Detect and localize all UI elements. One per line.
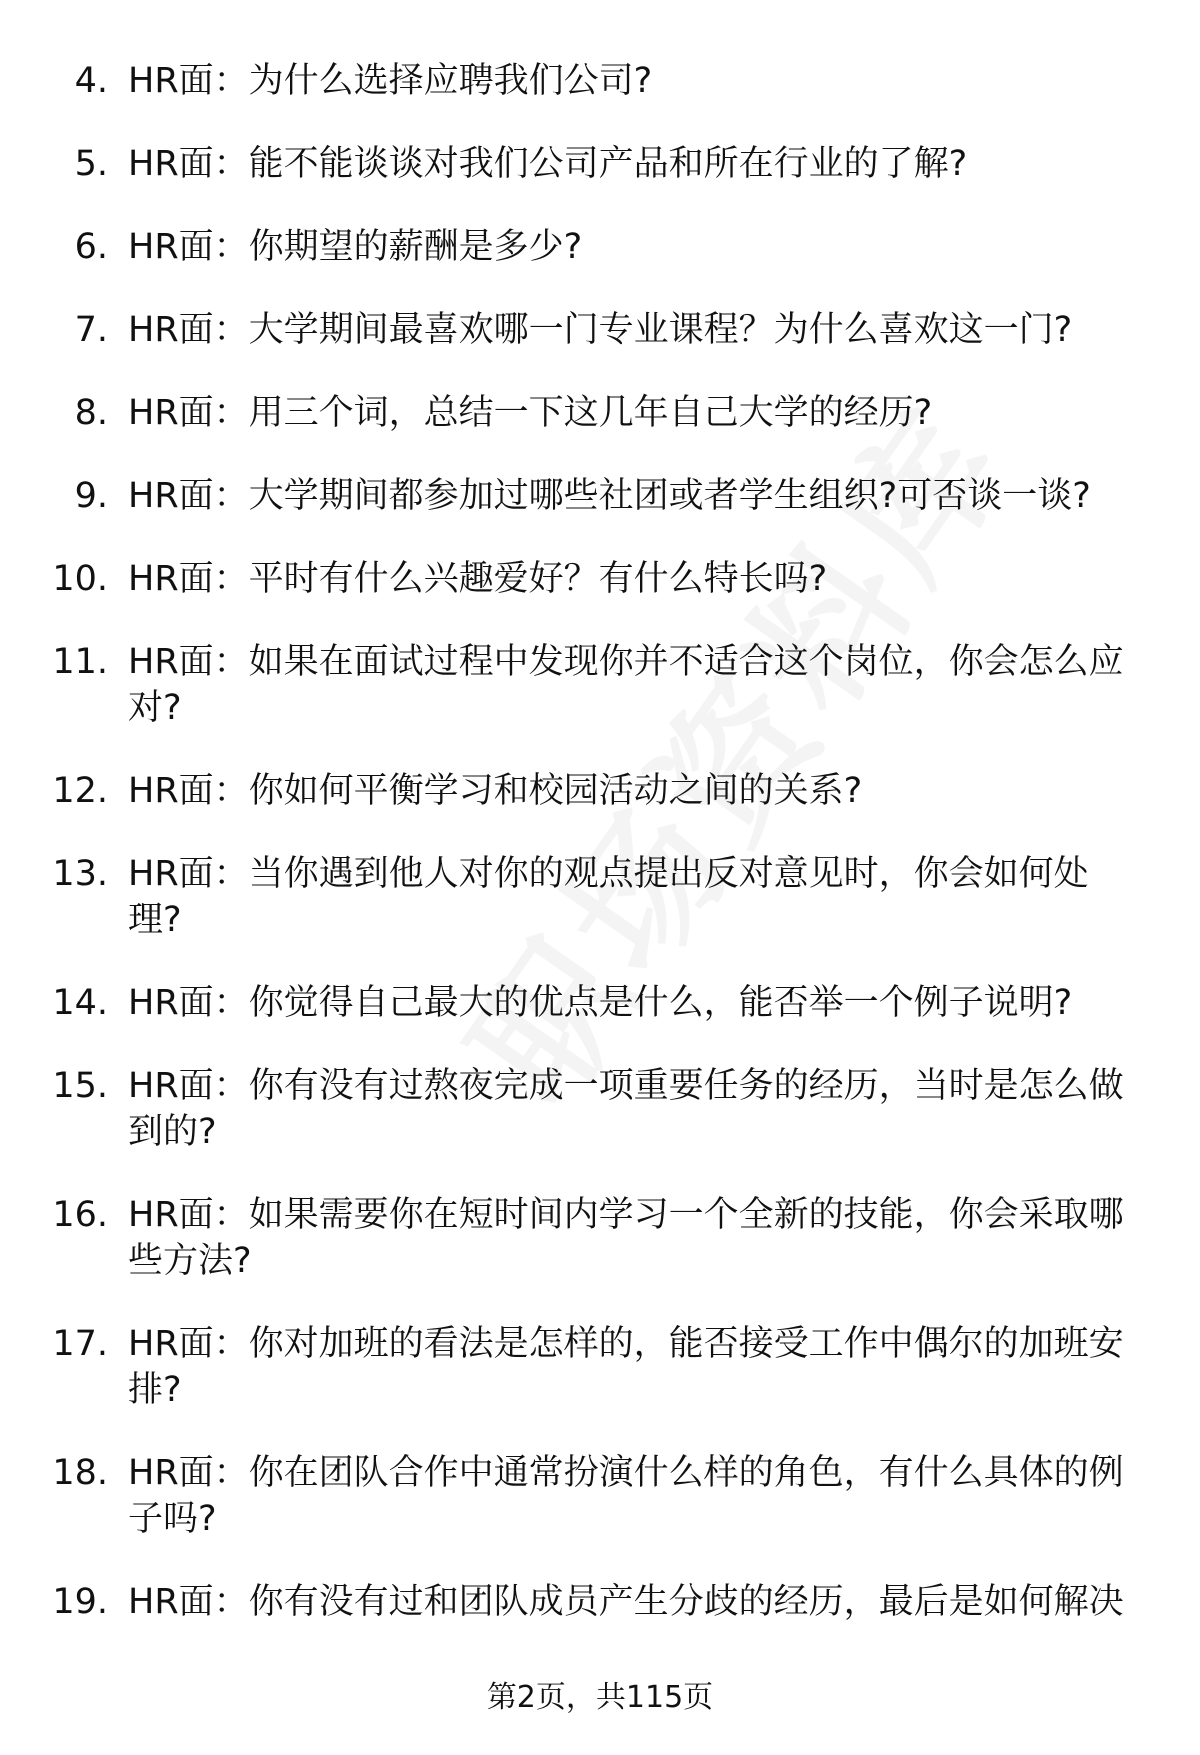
item-number: 8. xyxy=(74,393,108,433)
item-text: 能不能谈谈对我们公司产品和所在行业的了解? xyxy=(248,144,968,184)
item-number: 11. xyxy=(52,642,108,682)
item-text: 你觉得自己最大的优点是什么，能否举一个例子说明? xyxy=(248,983,1073,1023)
item-text: 你在团队合作中通常扮演什么样的角色，有什么具体的例子吗? xyxy=(128,1453,1124,1539)
item-number: 7. xyxy=(74,310,108,350)
item-number: 13. xyxy=(52,854,108,894)
item-text: 你对加班的看法是怎样的，能否接受工作中偶尔的加班安排? xyxy=(128,1324,1124,1410)
item-text: 大学期间都参加过哪些社团或者学生组织?可否谈一谈? xyxy=(248,476,1091,516)
item-number: 10. xyxy=(52,559,108,599)
item-body xyxy=(108,473,1133,519)
item-number: 5. xyxy=(74,144,108,184)
item-text: 如果需要你在短时间内学习一个全新的技能，你会采取哪些方法? xyxy=(128,1195,1124,1281)
item-text: 平时有什么兴趣爱好？有什么特长吗? xyxy=(248,559,828,599)
item-body xyxy=(108,980,1133,1026)
list-item xyxy=(0,1450,1200,1542)
item-number: 16. xyxy=(52,1195,108,1235)
item-body xyxy=(108,1192,1133,1284)
item-number: 14. xyxy=(52,983,108,1023)
item-body xyxy=(108,390,1133,436)
item-body xyxy=(108,224,1133,270)
item-number: 12. xyxy=(52,771,108,811)
item-prefix: HR面： xyxy=(128,1324,249,1364)
item-body xyxy=(108,556,1133,602)
item-text: 当你遇到他人对你的观点提出反对意见时，你会如何处理? xyxy=(128,854,1089,940)
list-item xyxy=(0,556,1200,602)
item-prefix: HR面： xyxy=(128,476,249,516)
list-item xyxy=(0,473,1200,519)
list-item xyxy=(0,980,1200,1026)
list-item xyxy=(0,851,1200,943)
item-body xyxy=(108,639,1133,731)
item-number: 15. xyxy=(52,1066,108,1106)
item-prefix: HR面： xyxy=(128,642,249,682)
item-prefix: HR面： xyxy=(128,771,249,811)
item-prefix: HR面： xyxy=(128,310,249,350)
item-number: 4. xyxy=(74,61,108,101)
item-prefix: HR面： xyxy=(128,854,249,894)
item-prefix: HR面： xyxy=(128,144,249,184)
list-item xyxy=(0,224,1200,270)
item-text: 为什么选择应聘我们公司? xyxy=(248,61,653,101)
item-text: 用三个词，总结一下这几年自己大学的经历? xyxy=(248,393,933,433)
question-list xyxy=(0,58,1200,1662)
list-item xyxy=(0,141,1200,187)
list-item xyxy=(0,1579,1200,1625)
item-body xyxy=(108,141,1133,187)
item-text: 你有没有过熬夜完成一项重要任务的经历，当时是怎么做到的? xyxy=(128,1066,1124,1152)
item-number: 6. xyxy=(74,227,108,267)
item-prefix: HR面： xyxy=(128,983,249,1023)
list-item xyxy=(0,58,1200,104)
item-body xyxy=(108,1579,1133,1625)
item-prefix: HR面： xyxy=(128,1066,249,1106)
item-body xyxy=(108,1450,1133,1542)
list-item xyxy=(0,639,1200,731)
item-prefix: HR面： xyxy=(128,393,249,433)
item-body xyxy=(108,768,1133,814)
item-prefix: HR面： xyxy=(128,559,249,599)
item-text: 你有没有过和团队成员产生分歧的经历，最后是如何解决 xyxy=(248,1582,1124,1622)
item-body xyxy=(108,1321,1133,1413)
list-item xyxy=(0,1321,1200,1413)
item-body xyxy=(108,58,1133,104)
item-body xyxy=(108,851,1133,943)
item-text: 你如何平衡学习和校园活动之间的关系? xyxy=(248,771,863,811)
list-item xyxy=(0,307,1200,353)
item-text: 大学期间最喜欢哪一门专业课程？为什么喜欢这一门? xyxy=(248,310,1073,350)
item-text: 你期望的薪酬是多少? xyxy=(248,227,583,267)
item-body xyxy=(108,307,1133,353)
item-prefix: HR面： xyxy=(128,227,249,267)
item-number: 19. xyxy=(52,1582,108,1622)
item-number: 17. xyxy=(52,1324,108,1364)
page-footer: 第2页，共115页 xyxy=(486,1680,714,1715)
list-item xyxy=(0,1192,1200,1284)
item-prefix: HR面： xyxy=(128,1453,249,1493)
item-number: 9. xyxy=(74,476,108,516)
item-number: 18. xyxy=(52,1453,108,1493)
item-prefix: HR面： xyxy=(128,1582,249,1622)
list-item xyxy=(0,768,1200,814)
item-text: 如果在面试过程中发现你并不适合这个岗位，你会怎么应对? xyxy=(128,642,1124,728)
list-item xyxy=(0,390,1200,436)
item-body xyxy=(108,1063,1133,1155)
list-item xyxy=(0,1063,1200,1155)
item-prefix: HR面： xyxy=(128,61,249,101)
item-prefix: HR面： xyxy=(128,1195,249,1235)
